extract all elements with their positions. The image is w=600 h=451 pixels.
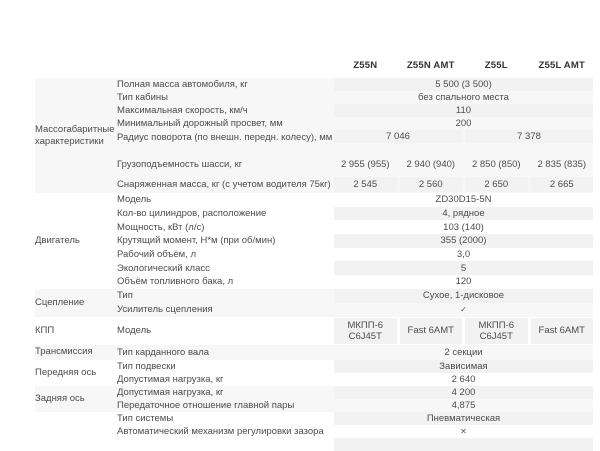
group-label: Передняя ось — [35, 366, 97, 378]
column-headers — [334, 60, 593, 71]
spec-attr-label: Минимальный дорожный просвет, мм — [117, 118, 283, 129]
spec-row — [117, 117, 593, 130]
spec-value: 355 (2000) — [334, 234, 593, 248]
spec-row — [117, 438, 593, 451]
spec-value: 5 — [334, 261, 593, 275]
spec-group — [35, 360, 593, 386]
spec-row — [117, 303, 593, 317]
group-label: Массогабаритные характеристики — [35, 123, 115, 147]
spec-row — [117, 78, 593, 91]
group-label: Задняя ось — [35, 392, 85, 404]
spec-value: 2 545 — [334, 177, 397, 192]
spec-attr-label: Передаточное отношение главной пары — [117, 399, 295, 411]
spec-value: 200 — [455, 118, 472, 129]
spec-value: МКПП-6 C6J45T — [465, 318, 528, 344]
spec-row — [117, 104, 593, 117]
spec-value: 2 560 — [400, 177, 463, 192]
spec-row — [117, 317, 593, 345]
spec-value — [334, 438, 593, 451]
spec-attr-label: Максимальная скорость, км/ч — [117, 105, 248, 116]
spec-attr-label: Тип системы — [117, 412, 174, 424]
spec-attr-label: Мощность, кВт (л/с) — [117, 221, 205, 233]
spec-attr-label: Крутящий момент, Н*м (при об/мин) — [117, 235, 276, 247]
spec-attr-label: Грузоподъемность шасси, кг — [117, 159, 243, 170]
spec-value: ✓ — [460, 305, 467, 315]
spec-attr-label: Рабочий объём, л — [117, 249, 197, 261]
spec-value: 2 940 (940) — [406, 159, 456, 170]
spec-row — [117, 154, 593, 175]
spec-row — [117, 399, 593, 412]
spec-row — [117, 345, 593, 360]
spec-value: 2 955 (955) — [340, 159, 390, 170]
spec-attr-label: Объём топливного бака, л — [117, 276, 234, 288]
spec-attr-label: Допустимая нагрузка, кг — [117, 386, 224, 398]
spec-value: ZD30D15-5N — [435, 194, 492, 206]
spec-group — [35, 386, 593, 412]
spec-row — [117, 234, 593, 248]
spec-row — [117, 130, 593, 154]
group-label: Двигатель — [35, 234, 80, 246]
column-header-z55n: Z55N — [353, 60, 378, 71]
group-label: Сцепление — [35, 296, 85, 308]
spec-value: Зависимая — [334, 360, 593, 373]
spec-group — [35, 345, 593, 360]
spec-value: 5 500 (3 500) — [334, 78, 593, 91]
spec-value: 2 650 — [465, 177, 528, 192]
group-label — [35, 412, 117, 451]
spec-value: 7 378 — [465, 130, 593, 143]
spec-value: МКПП-6 C6J45T — [334, 318, 397, 344]
column-header-z55n-amt: Z55N AMT — [406, 60, 455, 71]
spec-value: Пневматическая — [334, 412, 593, 425]
spec-row — [117, 91, 593, 104]
spec-attr-label: Усилитель сцепления — [117, 304, 213, 316]
group-label: КПП — [35, 324, 55, 336]
spec-row — [117, 193, 593, 207]
spec-row — [117, 412, 593, 425]
spec-value: 3,0 — [456, 249, 471, 261]
column-header-z55l: Z55L — [484, 60, 508, 71]
spec-row — [117, 373, 593, 386]
spec-row — [117, 425, 593, 438]
spec-value: 7 046 — [334, 130, 462, 143]
spec-value: Fast 6AMT — [531, 318, 594, 344]
column-header-z55l-amt: Z55L AMT — [538, 60, 585, 71]
spec-value: 2 640 — [451, 373, 476, 385]
spec-attr-label: Модель — [117, 325, 152, 337]
group-label: Трансмиссия — [35, 346, 93, 358]
spec-attr-label: Полная масса автомобиля, кг — [117, 79, 248, 90]
spec-attr-label: Тип кабины — [117, 92, 168, 103]
spec-attr-label: Допустимая нагрузка, кг — [117, 373, 224, 385]
spec-row — [117, 261, 593, 275]
spec-row — [117, 289, 593, 303]
spec-value: 4 200 — [334, 386, 593, 399]
spec-value: 2 секции — [444, 346, 483, 358]
spec-value: 120 — [455, 276, 472, 288]
spec-value: 110 — [334, 104, 593, 117]
spec-group — [35, 78, 593, 193]
spec-group — [35, 193, 593, 289]
spec-attr-label: Тип — [117, 290, 133, 302]
spec-value: 2 835 (835) — [537, 159, 587, 170]
spec-attr-label: Тип подвески — [117, 360, 176, 372]
spec-value: 2 850 (850) — [471, 159, 521, 170]
spec-row — [117, 386, 593, 399]
spec-row — [117, 175, 593, 193]
spec-row — [117, 360, 593, 373]
spec-value: Fast 6AMT — [400, 318, 463, 344]
spec-group — [35, 317, 593, 345]
spec-value: 2 665 — [531, 177, 594, 192]
spec-attr-label: Снаряженная масса, кг (с учетом водителя 75кг) — [117, 178, 331, 190]
spec-value: 4, рядное — [334, 207, 593, 221]
spec-value: 4,875 — [451, 399, 476, 411]
spec-row — [117, 220, 593, 234]
spec-attr-label: Модель — [117, 194, 152, 206]
spec-value: без спального места — [418, 92, 509, 103]
spec-row — [117, 248, 593, 262]
spec-attr-label: Тип карданного вала — [117, 346, 210, 358]
spec-table — [35, 78, 593, 451]
spec-value: Сухое, 1-дисковое — [334, 289, 593, 303]
spec-attr-label: Кол-во цилиндров, расположение — [117, 208, 267, 220]
spec-row — [117, 275, 593, 289]
spec-attr-label: Экологический класс — [117, 262, 210, 274]
spec-attr-label: Автоматический механизм регулировки зазора — [117, 425, 324, 437]
spec-attr-label: Радиус поворота (по внешн. передн. колесу), мм — [117, 132, 333, 143]
spec-row — [117, 207, 593, 221]
spec-attr-label — [117, 438, 334, 451]
spec-value: ✕ — [460, 426, 467, 436]
spec-group — [35, 289, 593, 317]
spec-group — [35, 412, 593, 451]
spec-value: 103 (140) — [443, 221, 484, 233]
